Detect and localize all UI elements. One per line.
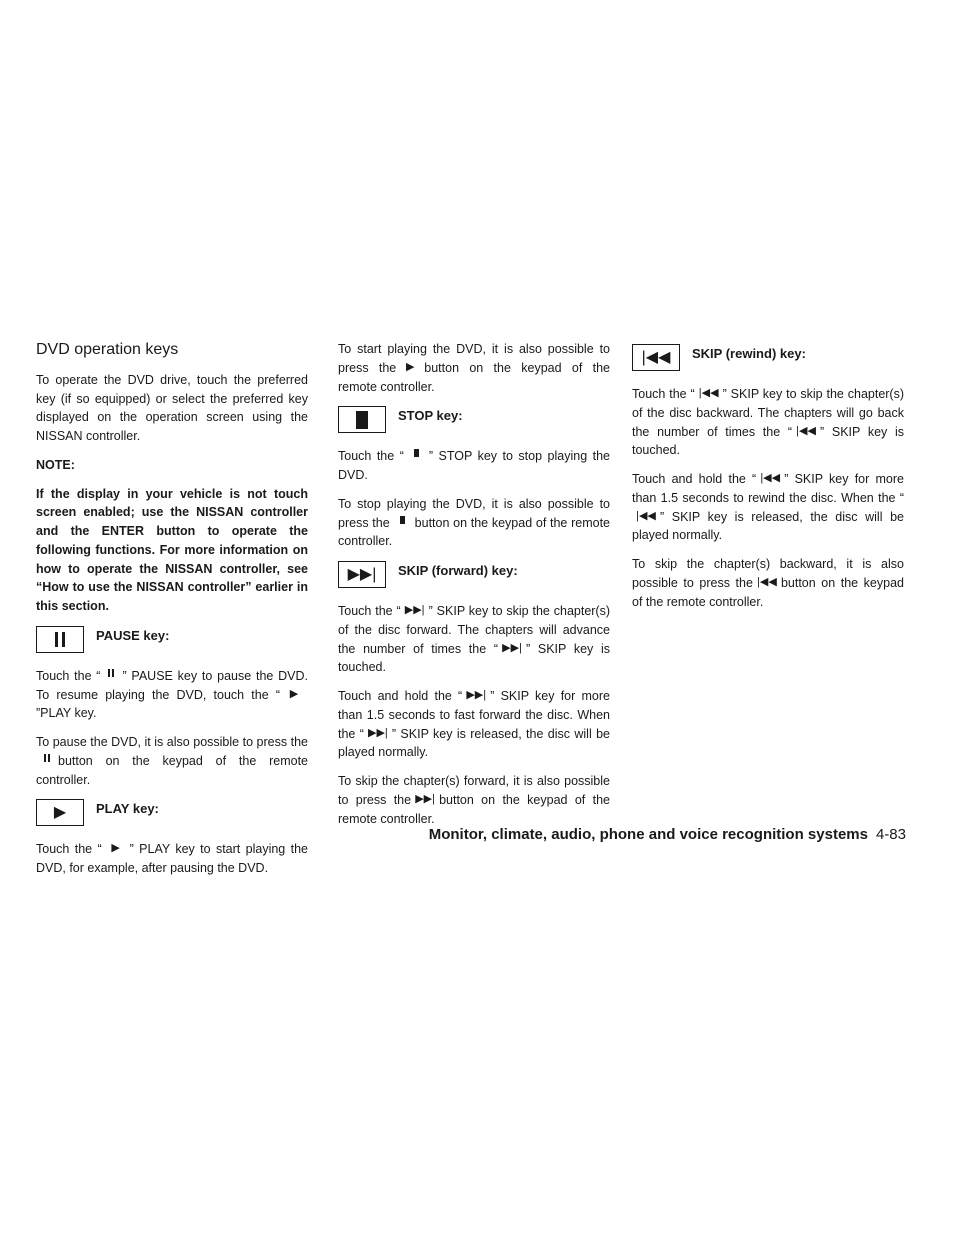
skip-forward-paragraph-1: Touch the “ ▶▶| ” SKIP key to skip the chapter(s) of the disc forward. The chapters will advance the number of times the “ ▶▶| ” SKIP key is touched. <box>338 604 611 675</box>
skip-rewind-paragraph-2: Touch and hold the “ |◀◀ ” SKIP key for more than 1.5 seconds to rewind the disc. When the “|◀◀ ” SKIP key is released, the disc will be played normally. <box>632 472 904 543</box>
play-icon: ▶ <box>289 687 299 700</box>
skip-rewind-icon: |◀◀ <box>698 387 719 399</box>
skip-forward-icon: ▶▶| <box>404 604 425 616</box>
page-number: 4-83 <box>875 826 906 843</box>
stop-icon <box>400 516 405 524</box>
pause-icon <box>44 754 50 762</box>
skip-forward-paragraph-3: To skip the chapter(s) forward, it is also possible to press the ▶▶| button on the keypad of the remote controller. <box>338 774 610 826</box>
skip-rewind-key-title: SKIP (rewind) key: <box>692 346 806 361</box>
skip-forward-key-title: SKIP (forward) key: <box>398 563 518 578</box>
section-heading: DVD operation keys <box>36 341 179 358</box>
pause-paragraph-1: Touch the “ ” PAUSE key to pause the DVD. To resume playing the DVD, touch the “ ▶”PLAY key. <box>36 668 309 721</box>
pause-icon <box>55 632 65 647</box>
stop-paragraph-1: Touch the “ ” STOP key to stop playing the DVD. <box>338 449 611 482</box>
skip-rewind-icon: |◀◀ <box>641 348 671 366</box>
skip-forward-key-header <box>338 561 610 588</box>
skip-rewind-icon: |◀◀ <box>796 424 816 437</box>
pause-paragraph-2: To pause the DVD, it is also possible to press the button on the keypad of the remote controller. <box>36 735 308 787</box>
play-icon: ▶ <box>111 842 120 855</box>
play-paragraph-2: To start playing the DVD, it is also possible to press the ▶ button on the keypad of the remote controller. <box>338 342 610 394</box>
play-icon: ▶ <box>406 360 415 373</box>
play-key-title: PLAY key: <box>96 801 159 817</box>
play-key-box <box>36 799 84 826</box>
skip-forward-icon: ▶▶| <box>502 641 522 654</box>
play-paragraph-1: Touch the “ ▶ ” PLAY key to start playing the DVD, for example, after pausing the DVD. <box>36 842 308 876</box>
stop-icon <box>356 411 368 429</box>
stop-key-header <box>338 406 610 433</box>
skip-forward-key-box <box>338 561 386 588</box>
note-label: NOTE: <box>36 457 75 472</box>
stop-key-title: STOP key: <box>398 408 463 424</box>
skip-forward-icon: ▶▶| <box>347 565 377 583</box>
pause-key-box <box>36 626 84 653</box>
pause-key-title: PAUSE key: <box>96 627 170 643</box>
skip-forward-icon: ▶▶| <box>415 792 435 805</box>
column-middle <box>338 340 610 838</box>
play-key-header <box>36 799 308 826</box>
stop-key-box <box>338 406 386 433</box>
stop-paragraph-2: To stop playing the DVD, it is also possible to press the button on the keypad of the remote controller. <box>338 496 611 549</box>
column-left <box>36 340 308 888</box>
skip-rewind-icon: |◀◀ <box>760 472 781 484</box>
skip-rewind-paragraph-3: To skip the chapter(s) backward, it is also possible to press the |◀◀ button on the keypad of the remote controller. <box>632 557 904 609</box>
skip-rewind-paragraph-1: Touch the “ |◀◀ ” SKIP key to skip the chapter(s) of the disc backward. The chapters will go back the number of times the “ |◀◀ ” SKIP key is touched. <box>632 387 905 458</box>
footer-section-title: Monitor, climate, audio, phone and voice recognition systems <box>428 826 868 843</box>
column-right <box>632 340 904 621</box>
pause-key-header <box>36 626 308 653</box>
skip-rewind-icon: |◀◀ <box>757 575 777 588</box>
skip-forward-icon: ▶▶| <box>466 689 487 701</box>
skip-forward-paragraph-2: Touch and hold the “ ▶▶| ” SKIP key for more than 1.5 seconds to fast forward the disc. When the “ ▶▶| ” SKIP key is released, the disc will be played normally. <box>338 689 610 760</box>
page-footer <box>429 826 906 843</box>
play-icon: ▶ <box>53 803 67 821</box>
skip-forward-icon: ▶▶| <box>368 726 388 739</box>
skip-rewind-key-box <box>632 344 680 371</box>
pause-icon <box>108 669 114 677</box>
stop-icon <box>414 449 419 457</box>
skip-rewind-icon: |◀◀ <box>636 509 656 522</box>
skip-rewind-key-header <box>632 344 904 371</box>
note-text: If the display in your vehicle is not touch screen enabled; use the NISSAN controller and the ENTER button to operate the following functions. For more information on how to operate the NISSAN controller, see “How to use the NISSAN controller” earlier in this section. <box>36 486 308 614</box>
intro-paragraph: To operate the DVD drive, touch the preferred key (if so equipped) or select the preferred key displayed on the operation screen using the NISSAN controller. <box>36 372 308 444</box>
